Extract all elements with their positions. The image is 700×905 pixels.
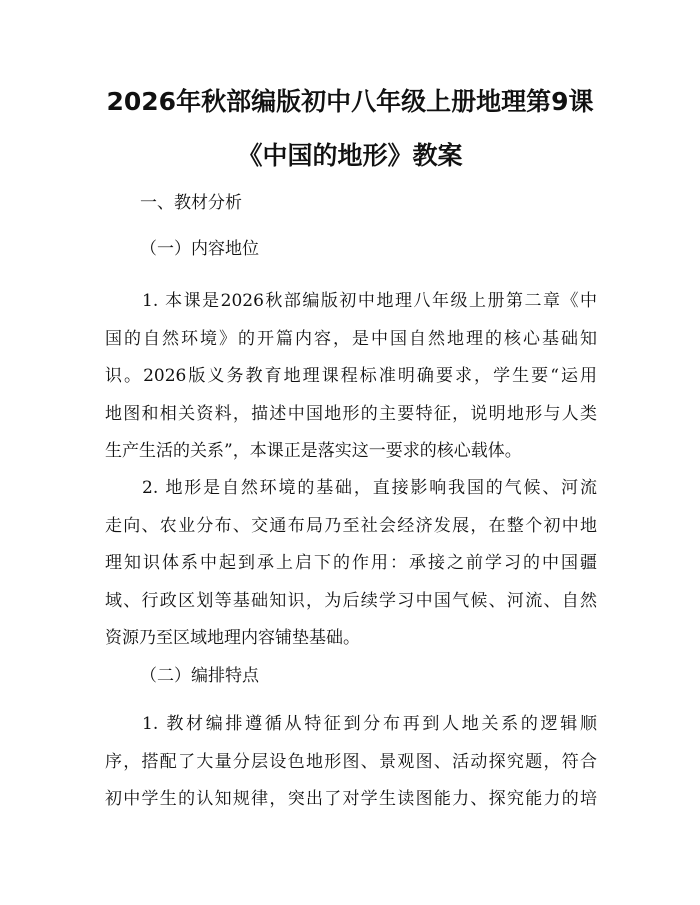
paragraph-3 (105, 706, 597, 819)
paragraph-line: 走向、农业分布、交通布局乃至社会经济发展，在整个初中地 (105, 515, 597, 536)
paragraph-line: 识。2026版义务教育地理课程标准明确要求，学生要“运用 (105, 366, 597, 386)
paragraph-line: 生产生活的关系”，本课正是落实这一要求的核心载体。 (105, 441, 522, 461)
document-title-line2: 《中国的地形》教案 (237, 141, 463, 170)
paragraph-line: 域、行政区划等基础知识，为后续学习中国气候、河流、自然 (105, 590, 597, 611)
paragraph-line: 2. 地形是自然环境的基础，直接影响我国的气候、河流 (142, 478, 597, 498)
paragraph-line: 国的自然环境》的开篇内容，是中国自然地理的核心基础知 (105, 328, 597, 349)
paragraph-line: 1. 本课是2026秋部编版初中地理八年级上册第二章《中 (142, 291, 597, 311)
section-heading-teaching-material-analysis: 一、教材分析 (140, 193, 242, 213)
paragraph-line: 1. 教材编排遵循从特征到分布再到人地关系的逻辑顺 (142, 714, 597, 734)
paragraph-line: 资源乃至区域地理内容铺垫基础。 (105, 628, 360, 648)
subsection-heading-arrangement-features: （二）编排特点 (140, 666, 259, 686)
paragraph-1 (105, 283, 597, 471)
paragraph-2 (105, 470, 597, 658)
document-title-line1: 2026年秋部编版初中八年级上册地理第9课 (106, 87, 594, 116)
paragraph-line: 理知识体系中起到承上启下的作用：承接之前学习的中国疆 (105, 553, 597, 573)
paragraph-line: 初中学生的认知规律，突出了对学生读图能力、探究能力的培 (105, 789, 597, 809)
paragraph-line: 序，搭配了大量分层设色地形图、景观图、活动探究题，符合 (105, 751, 597, 772)
subsection-heading-content-position: （一）内容地位 (140, 239, 259, 259)
paragraph-line: 地图和相关资料，描述中国地形的主要特征，说明地形与人类 (105, 403, 597, 424)
